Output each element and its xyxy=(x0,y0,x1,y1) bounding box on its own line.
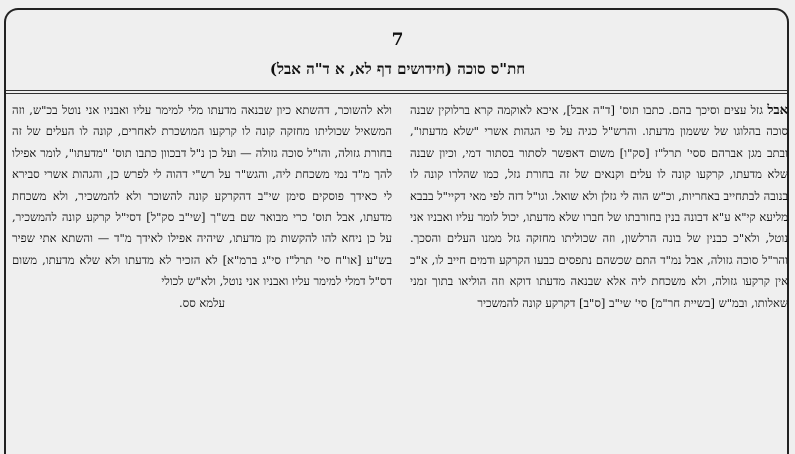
right-column-text: גזל עצים וסיכך בהם. כתבו תוס' [ד"ה אבל], איכא לאוקמה קרא ברלוקין שבנה סוכה בהלוגו של ששמון מדעתו. והרש"ל כגיה על פי הגהות אשרי "שלא מדעתו", ובתב מגן אברהם ססי' תרל"ז [סק"ו] משום דאפשר לסתור בסתור דמי, וכיון שבנה שלא מדעתו, קרקעו קונה לו עלים וקנאים של זה בחורת גזל, כמו שהלרו קונה לו בנובה לבתחייב באחריות, וכ"ש הוה לי גזלן ולא שואל. וגו"ל דזה לפי מאי דקיי"ל בבבא מליעא קי"א ע"א דבונה בנין בחורבתו של חברו שלא מדעתו, יכול לומר עליו ואבניו אני נוטל, ולא"כ כבנין של בונה הרלשון, וזה שכוליתו מחזקה גזל ממנו העלים והסכך. והר"ל סוכה גזולה, אבל נמ"ד התם שכשהם נתפסים כבעו הקרקע ודמים חייב לו, א"כ אין קרקעו גזולה, ולא משכחת ליה אלא שבנאה מדעתו דוקא וזה הוליאו בתוך זמני שאלותו, ובמ"ש [בשיית חר"מ] סי' שי"ב [ס"ב] דקרקע קונה להמשכיר xyxy=(410,103,788,310)
header-title: חת"ס סוכה (חידושים דף לא, א ד"ה אבל) xyxy=(269,60,526,78)
page-number: 7 xyxy=(391,30,404,50)
right-column xyxy=(410,100,788,448)
header-rule-top xyxy=(6,90,787,91)
left-column-closing: עלמא סס. xyxy=(179,295,225,310)
right-column-paragraph xyxy=(410,100,788,314)
left-column xyxy=(12,100,392,448)
left-column-text: ולא להשוכר, דהשתא כיון שבנאה מדעתו מלי למימר עליו ואבניו אני נוטל בכ"ש, וזה המשאיל שכוליתו מחזקה קונה לו קרקעו המושכרת לאחרים, קונה לו העלים של זה בחורת גזולה, והו"ל סוכה גזולה — ועל כן נ"ל דבכוון כתבו תוס' "מדעתו", לומר אפילו להך מ"ד נמי משכחת ליה, והגש"ר על רש"י דהוה לי לפרש כן, והגהות אשרי סבירא לי כאידך פוסקים סימן שי"ב דהקרקע קונה להשוכר ולא להמשכיר, ולא משכחת מדעתו, אבל תוס' כרי מבואר שם בש"ך [שי"ב סק"ל] דסי"ל קרקע קונה להמשכיר, על כן ניחא להו להקשות מן מדעתו, שיהיה אפילו לאידך מ"ד — והשתא אתי שפיר בש"ע [או"ח סי' תרל"ז סי"ג ברמ"א] לא הזכיר לא מדעתו ולא שלא מדעתו, משום דס"ל דמלי למימר עליו ואבניו אני נוטל, ולא"ש לכולי xyxy=(12,103,392,289)
lead-word: אבל xyxy=(767,103,788,118)
header-rule-bottom xyxy=(6,93,787,94)
